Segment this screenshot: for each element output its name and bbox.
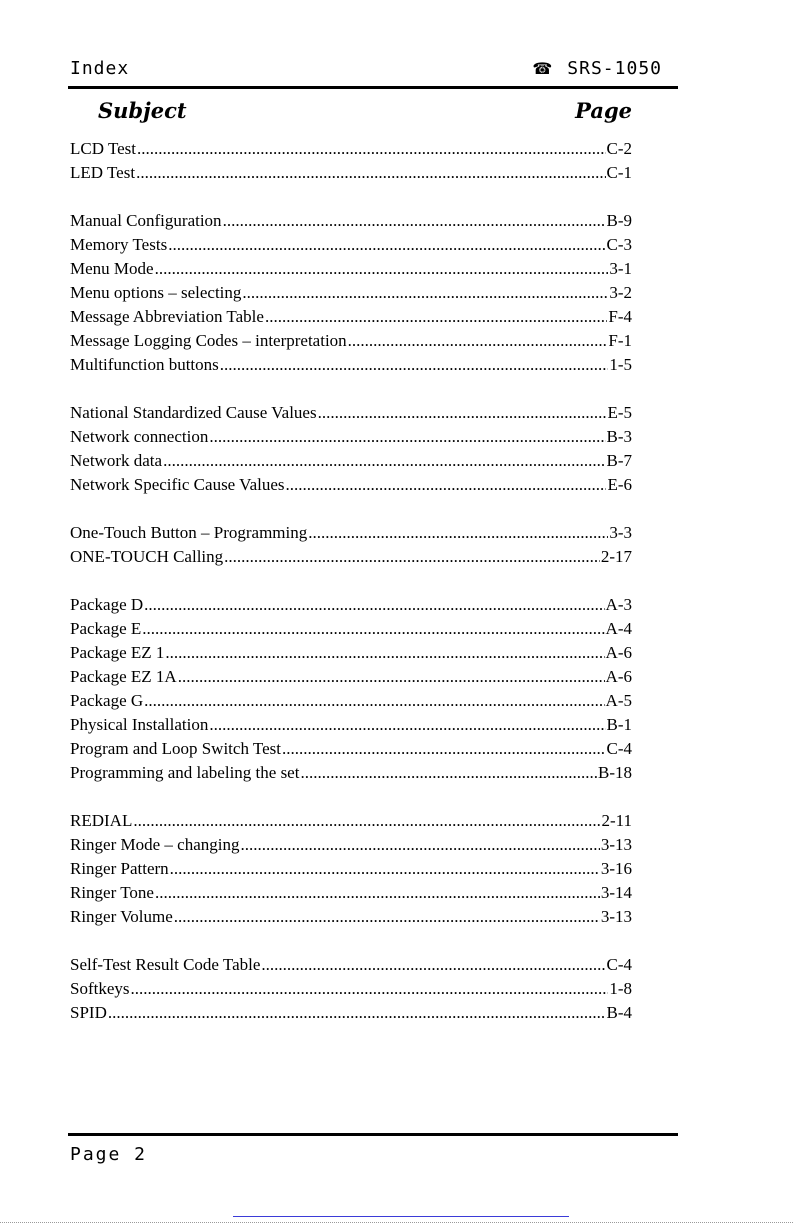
index-entry — [70, 595, 632, 619]
entry-page: C-3 — [606, 235, 632, 254]
entry-subject: Menu options – selecting — [70, 283, 242, 302]
entry-subject: REDIAL — [70, 811, 133, 830]
entry-subject: Package E — [70, 619, 142, 638]
entry-subject: Softkeys — [70, 979, 130, 998]
entry-subject: Menu Mode — [70, 259, 154, 278]
entry-subject: National Standardized Cause Values — [70, 403, 317, 422]
index-entry — [70, 163, 632, 187]
entry-subject: Package EZ 1 — [70, 643, 165, 662]
dot-leader — [137, 139, 605, 159]
dot-leader — [265, 307, 607, 327]
entry-page: 1-8 — [609, 979, 632, 998]
dot-leader — [300, 763, 597, 783]
entry-subject: Ringer Pattern — [70, 859, 169, 878]
dot-leader — [282, 739, 606, 759]
page-header — [70, 56, 662, 80]
index-entry — [70, 691, 632, 715]
dot-leader — [286, 475, 607, 495]
entry-page: C-4 — [606, 739, 632, 758]
footer-page-number: Page 2 — [70, 1144, 148, 1165]
index-entry — [70, 139, 632, 163]
entry-page: C-1 — [606, 163, 632, 182]
dot-leader — [209, 427, 605, 447]
dot-leader — [142, 619, 604, 639]
entry-page: A-4 — [605, 619, 632, 638]
dot-leader — [168, 235, 605, 255]
index-entry — [70, 763, 632, 787]
entry-page: B-9 — [606, 211, 632, 230]
dot-leader — [165, 643, 604, 663]
dot-leader — [348, 331, 608, 351]
dot-leader — [318, 403, 607, 423]
dot-leader — [136, 163, 605, 183]
index-entry — [70, 427, 632, 451]
entry-subject: Program and Loop Switch Test — [70, 739, 281, 758]
index-entry — [70, 883, 632, 907]
header-product — [532, 58, 662, 79]
dot-leader — [144, 595, 604, 615]
index-entry — [70, 403, 632, 427]
entry-subject: LED Test — [70, 163, 136, 182]
footer-rule — [68, 1133, 678, 1136]
entry-page: 2-11 — [601, 811, 632, 830]
group-spacer — [70, 787, 632, 811]
entry-page: E-5 — [607, 403, 632, 422]
entry-page: C-4 — [606, 955, 632, 974]
dot-leader — [242, 283, 608, 303]
index-entry — [70, 547, 632, 571]
entry-subject: Multifunction buttons — [70, 355, 219, 374]
dot-leader — [174, 907, 600, 927]
group-spacer — [70, 379, 632, 403]
dot-leader — [155, 883, 600, 903]
entry-page: 3-16 — [600, 859, 632, 878]
entry-subject: Manual Configuration — [70, 211, 222, 230]
dot-leader — [170, 859, 600, 879]
index-entries — [70, 139, 632, 1027]
dot-leader — [178, 667, 605, 687]
entry-subject: One-Touch Button – Programming — [70, 523, 308, 542]
index-entry — [70, 307, 632, 331]
entry-subject: Ringer Mode – changing — [70, 835, 240, 854]
entry-page: 3-2 — [609, 283, 632, 302]
index-entry — [70, 355, 632, 379]
subject-heading: Subject — [98, 98, 187, 123]
index-entry — [70, 283, 632, 307]
entry-subject: Network data — [70, 451, 163, 470]
entry-subject: Network connection — [70, 427, 209, 446]
group-spacer — [70, 931, 632, 955]
entry-page: A-5 — [605, 691, 632, 710]
index-entry — [70, 619, 632, 643]
group-spacer — [70, 571, 632, 595]
entry-page: F-1 — [608, 331, 632, 350]
entry-subject: Package D — [70, 595, 144, 614]
entry-subject: Package G — [70, 691, 144, 710]
dot-leader — [224, 547, 600, 567]
index-entry — [70, 667, 632, 691]
index-entry — [70, 331, 632, 355]
dot-leader — [144, 691, 604, 711]
entry-subject: Self-Test Result Code Table — [70, 955, 261, 974]
index-entry — [70, 835, 632, 859]
entry-subject: Memory Tests — [70, 235, 168, 254]
entry-page: 1-5 — [609, 355, 632, 374]
index-entry — [70, 643, 632, 667]
entry-subject: Message Logging Codes – interpretation — [70, 331, 347, 350]
entry-page: 3-14 — [600, 883, 632, 902]
index-entry — [70, 523, 632, 547]
telephone-icon: ☎ — [532, 59, 554, 78]
entry-subject: Message Abbreviation Table — [70, 307, 264, 326]
entry-page: 3-13 — [600, 835, 632, 854]
index-entry — [70, 979, 632, 1003]
entry-subject: LCD Test — [70, 139, 137, 158]
entry-page: B-1 — [606, 715, 632, 734]
dot-leader — [163, 451, 605, 471]
entry-subject: Programming and labeling the set — [70, 763, 300, 782]
group-spacer — [70, 499, 632, 523]
entry-page: F-4 — [608, 307, 632, 326]
index-entry — [70, 811, 632, 835]
dot-leader — [308, 523, 608, 543]
entry-page: 2-17 — [600, 547, 632, 566]
index-entry — [70, 259, 632, 283]
header-section-title: Index — [70, 58, 130, 79]
column-headings — [70, 98, 632, 126]
entry-page: C-2 — [606, 139, 632, 158]
index-entry — [70, 955, 632, 979]
dot-leader — [108, 1003, 606, 1023]
entry-page: B-7 — [606, 451, 632, 470]
header-model: SRS-1050 — [567, 58, 662, 79]
entry-subject: Network Specific Cause Values — [70, 475, 285, 494]
entry-page: 3-13 — [600, 907, 632, 926]
entry-page: E-6 — [607, 475, 632, 494]
link-underline — [233, 1216, 569, 1217]
page-heading: Page — [575, 98, 632, 123]
entry-page: A-6 — [605, 643, 632, 662]
entry-subject: Ringer Tone — [70, 883, 154, 902]
index-entry — [70, 211, 632, 235]
entry-page: A-6 — [605, 667, 632, 686]
dot-leader — [209, 715, 605, 735]
index-entry — [70, 739, 632, 763]
entry-page: 3-3 — [609, 523, 632, 542]
entry-subject: ONE-TOUCH Calling — [70, 547, 224, 566]
entry-subject: Package EZ 1A — [70, 667, 177, 686]
index-entry — [70, 235, 632, 259]
entry-page: B-3 — [606, 427, 632, 446]
dot-leader — [155, 259, 609, 279]
entry-subject: Ringer Volume — [70, 907, 173, 926]
entry-page: B-18 — [598, 763, 632, 782]
page-edge-divider — [0, 1222, 793, 1223]
index-entry — [70, 907, 632, 931]
dot-leader — [223, 211, 606, 231]
entry-page: A-3 — [605, 595, 632, 614]
entry-subject: Physical Installation — [70, 715, 209, 734]
index-entry — [70, 475, 632, 499]
index-entry — [70, 715, 632, 739]
dot-leader — [131, 979, 609, 999]
header-rule — [68, 86, 678, 89]
index-entry — [70, 1003, 632, 1027]
dot-leader — [241, 835, 600, 855]
dot-leader — [261, 955, 605, 975]
index-entry — [70, 451, 632, 475]
dot-leader — [220, 355, 609, 375]
group-spacer — [70, 187, 632, 211]
index-entry — [70, 859, 632, 883]
entry-subject: SPID — [70, 1003, 107, 1022]
dot-leader — [133, 811, 600, 831]
entry-page: 3-1 — [609, 259, 632, 278]
entry-page: B-4 — [606, 1003, 632, 1022]
